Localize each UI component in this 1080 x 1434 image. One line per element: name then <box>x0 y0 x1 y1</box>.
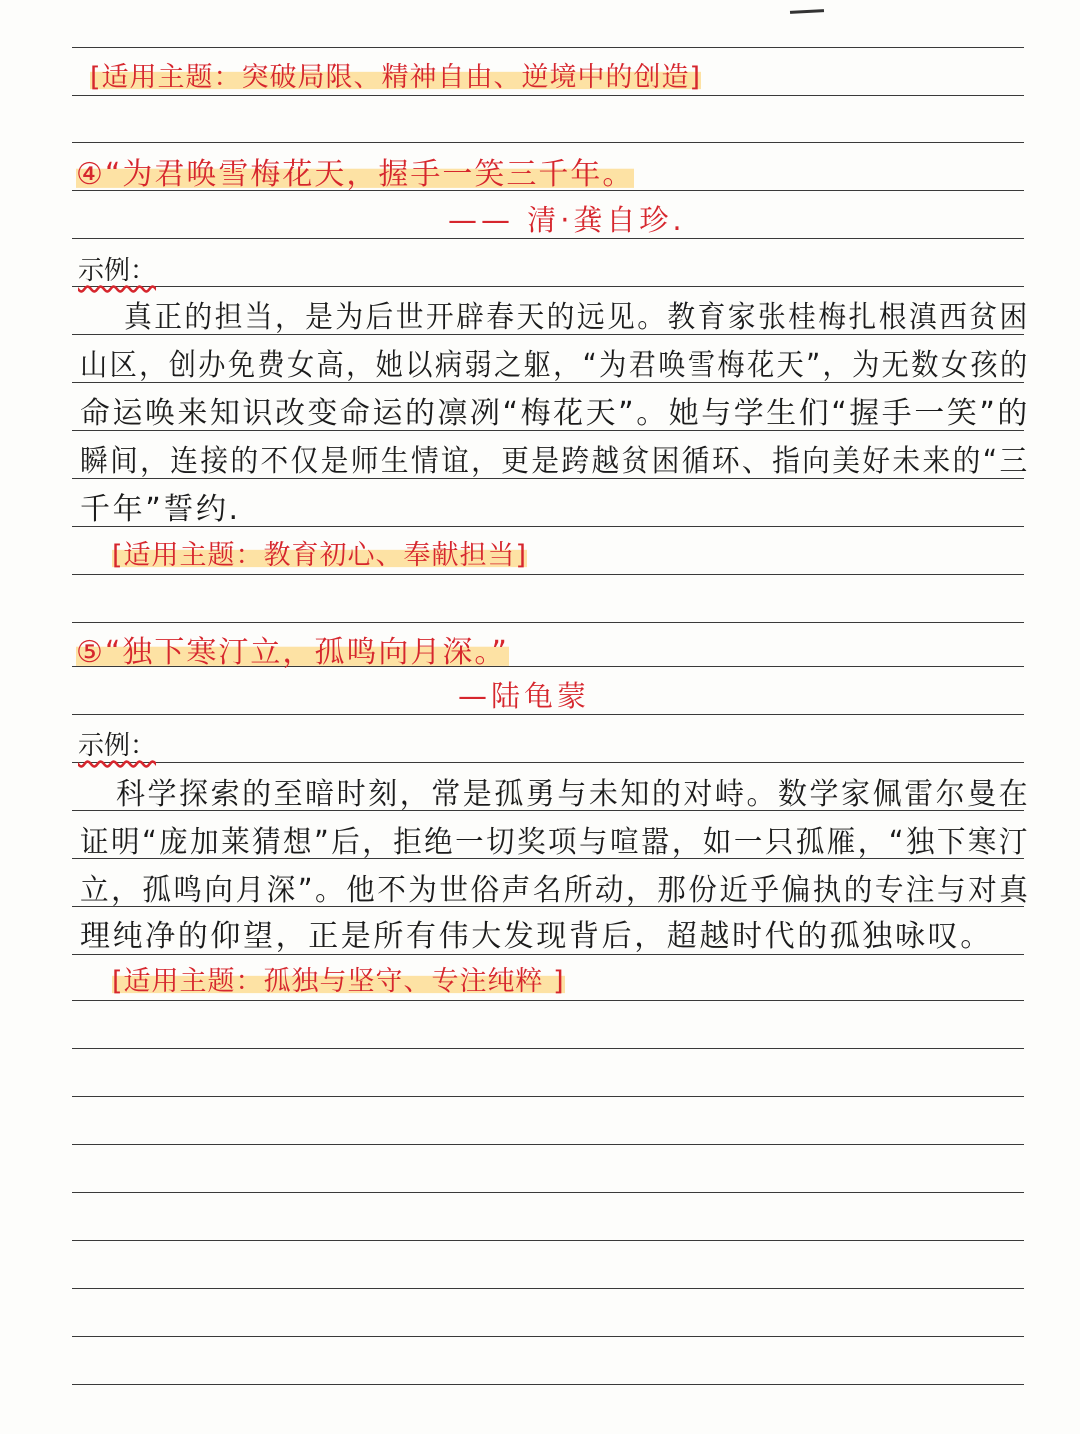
ruled-line <box>72 622 1024 623</box>
body-4-line-4: 瞬间，连接的不仅是师生情谊，更是跨越贫困循环、指向美好未来的“三 <box>80 444 1030 479</box>
body-5-line-1: 科学探索的至暗时刻，常是孤勇与未知的对峙。数学家佩雷尔曼在 <box>116 777 1031 812</box>
ruled-line <box>72 1096 1024 1097</box>
example-label-5: 示例： <box>78 731 157 761</box>
ruled-line <box>72 1240 1024 1241</box>
ruled-line <box>72 47 1024 48</box>
body-5-line-3: 立，孤鸣向月深”。他不为世俗声名所动，那份近乎偏执的专注与对真 <box>80 873 1031 908</box>
quote-5-author: —陆龟蒙 <box>458 679 591 713</box>
quote-4-author: —— 清·龚自珍. <box>448 203 686 237</box>
ruled-line <box>72 1192 1024 1193</box>
ruled-line <box>72 1000 1024 1001</box>
quote-4: ④“为君唤雪梅花天，握手一笑三千年。 <box>76 157 635 192</box>
ruled-line <box>72 142 1024 143</box>
ruled-line <box>72 1144 1024 1145</box>
ruled-line <box>72 574 1024 575</box>
example-label-4: 示例： <box>78 256 157 286</box>
theme-tag-4: [适用主题：教育初心、奉献担当] <box>112 540 528 571</box>
ruled-line <box>72 238 1024 239</box>
body-5-line-4: 理纯净的仰望，正是所有伟大发现背后，超越时代的孤独咏叹。 <box>80 919 993 954</box>
ruled-line <box>72 286 1024 287</box>
ruled-line <box>72 1336 1024 1337</box>
ruled-line <box>72 762 1024 763</box>
body-5-line-2: 证明“庞加莱猜想”后，拒绝一切奖项与喧嚣，如一只孤雁，“独下寒汀 <box>80 825 1030 860</box>
ruled-line <box>72 1288 1024 1289</box>
body-4-line-5: 千年”誓约. <box>80 492 241 527</box>
theme-tag-5: [适用主题：孤独与坚守、专注纯粹 ] <box>112 966 565 997</box>
theme-tag-1: [适用主题：突破局限、精神自由、逆境中的创造] <box>90 62 702 93</box>
pen-mark <box>790 9 824 14</box>
ruled-line <box>72 1048 1024 1049</box>
ruled-line <box>72 1384 1024 1385</box>
quote-5: ⑤“独下寒汀立，孤鸣向月深。” <box>76 635 509 670</box>
ruled-line <box>72 714 1024 715</box>
ruled-line <box>72 954 1024 955</box>
body-4-line-2: 山区，创办免费女高，她以病弱之躯，“为君唤雪梅花天”，为无数女孩的 <box>80 348 1030 383</box>
body-4-line-3: 命运唤来知识改变命运的凛冽“梅花天”。她与学生们“握手一笑”的 <box>80 396 1030 431</box>
ruled-line <box>72 95 1024 96</box>
body-4-line-1: 真正的担当，是为后世开辟春天的远见。教育家张桂梅扎根滇西贫困 <box>124 300 1030 335</box>
